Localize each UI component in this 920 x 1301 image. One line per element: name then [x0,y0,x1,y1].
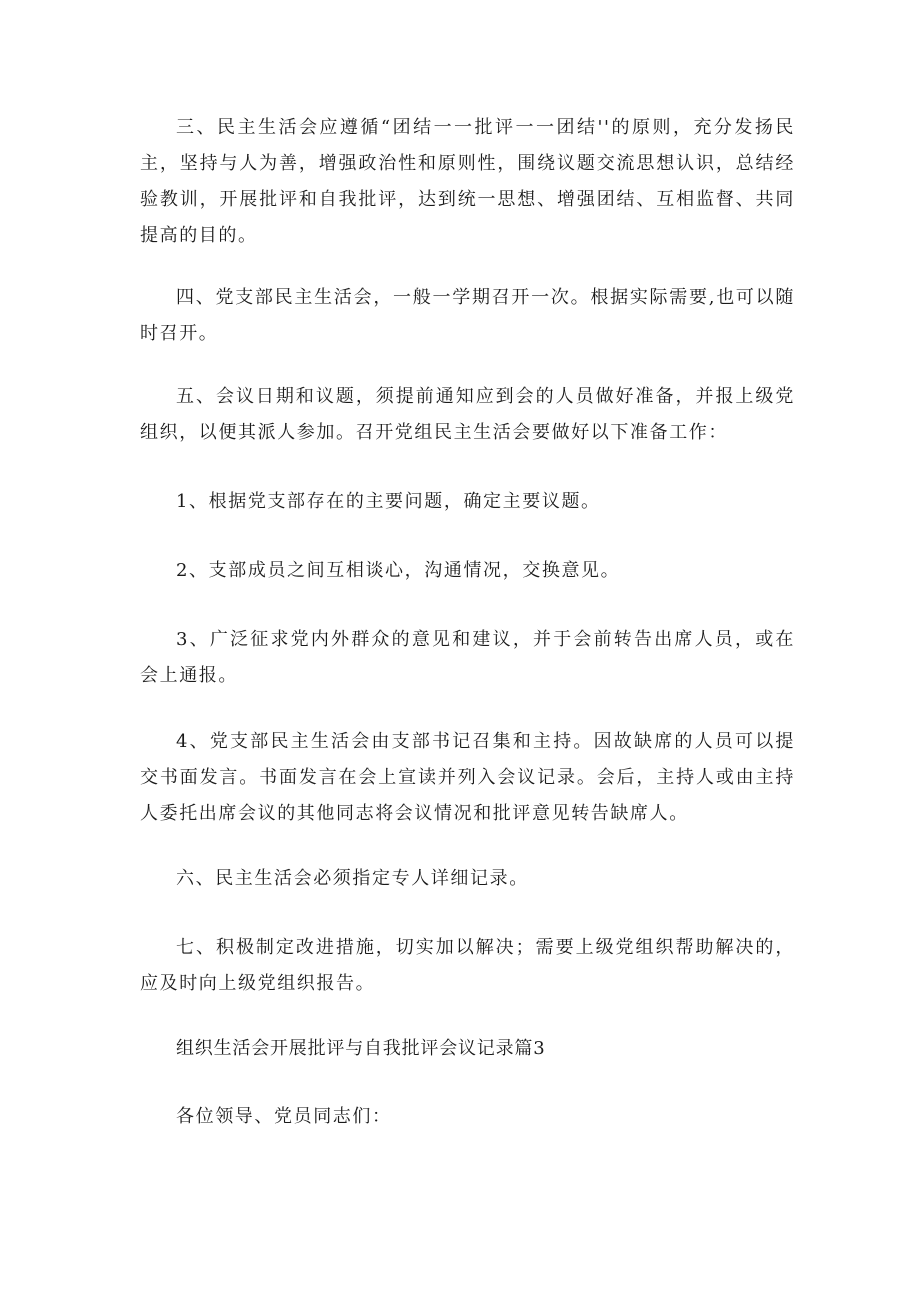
list-item-1: 1、根据党支部存在的主要问题，确定主要议题。 [176,491,601,512]
list-item-3: 3、广泛征求党内外群众的意见和建议，并于会前转告出席人员，或在会上通报。 [140,629,795,686]
paragraph-principle: 三、民主生活会应遵循“团结一一批评一一团结''的原则，充分发扬民主，坚持与人为善，增强政治性和原则性，围绕议题交流思想认识，总结经验教训，开展批评和自我批评，达到统一思想、增强团结、互相监督、共同提高的目的。 [140,117,795,246]
section-title: 组织生活会开展批评与自我批评会议记录篇3 [176,1038,546,1059]
salutation: 各位领导、党员同志们： [176,1106,392,1127]
paragraph-frequency: 四、党支部民主生活会，一般一学期召开一次。根据实际需要,也可以随时召开。 [140,287,795,344]
paragraph-notice: 五、会议日期和议题，须提前通知应到会的人员做好准备，并报上级党组织，以便其派人参加。召开党组民主生活会要做好以下准备工作： [140,386,795,443]
paragraph-record: 六、民主生活会必须指定专人详细记录。 [176,868,529,889]
paragraph-measures: 七、积极制定改进措施，切实加以解决；需要上级党组织帮助解决的，应及时向上级党组织报告。 [140,937,795,994]
list-item-2: 2、支部成员之间互相谈心，沟通情况，交换意见。 [176,560,621,581]
list-item-4: 4、党支部民主生活会由支部书记召集和主持。因故缺席的人员可以提交书面发言。书面发言在会上宣读并列入会议记录。会后，主持人或由主持人委托出席会议的其他同志将会议情况和批评意见转告缺席人。 [140,731,795,824]
